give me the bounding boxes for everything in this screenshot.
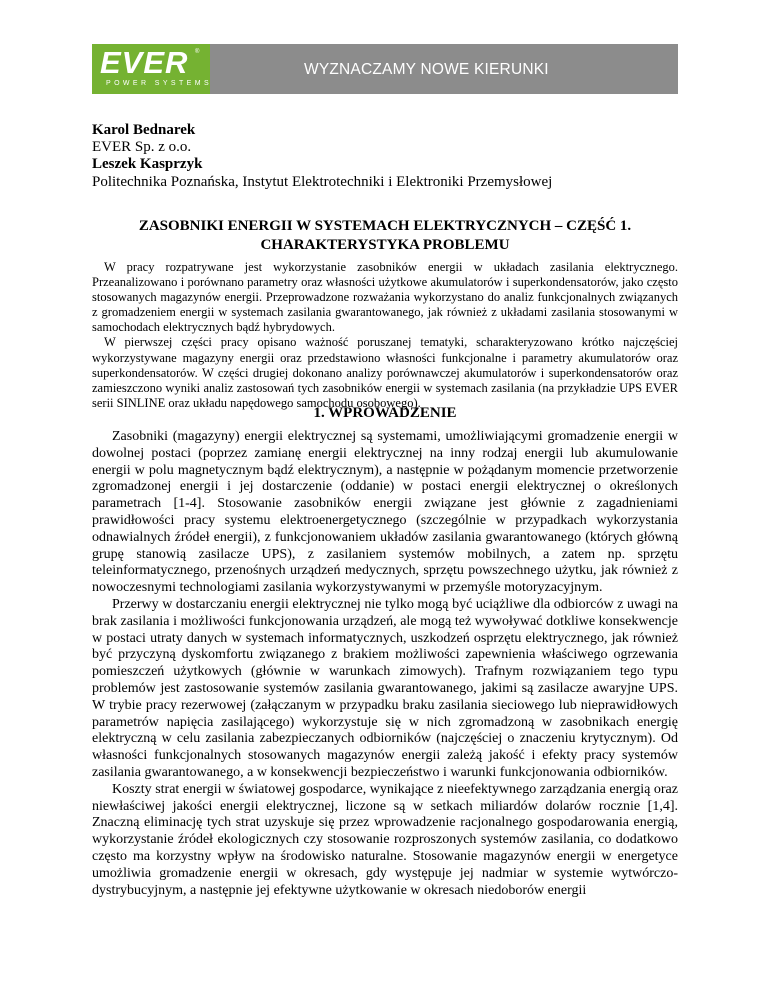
author-block bbox=[92, 122, 692, 191]
slogan: WYZNACZAMY NOWE KIERUNKI bbox=[304, 61, 549, 78]
logo-text: EVER bbox=[100, 45, 189, 80]
abstract bbox=[92, 260, 678, 411]
author-affiliation: EVER Sp. z o.o. bbox=[92, 139, 192, 156]
author-name: Karol Bednarek bbox=[92, 122, 196, 138]
paper-title bbox=[92, 217, 678, 255]
author-name: Leszek Kasprzyk bbox=[92, 156, 203, 173]
abstract-paragraph: W pierwszej części pracy opisano ważność poruszanej tematyki, scharakteryzowano krótko najczęściej wykorzystywane magazyny energii oraz przedstawiono własności funkcjonalne i parametry akumulatorów oraz superkondensatorów. W części drugiej dokonano analizy porównawczej akumulatorów i superkondensatorów oraz zamieszczono wyniki analiz zastosowań tych zasobników energii w systemach zasilania (na przykładzie UPS EVER serii SINLINE oraz układu napędowego samochodu osobowego). bbox=[92, 335, 678, 410]
registered-mark: ® bbox=[195, 49, 200, 55]
author-affiliation: Politechnika Poznańska, Instytut Elektrotechniki i Elektroniki Przemysłowej bbox=[92, 173, 553, 190]
body-paragraph: Zasobniki (magazyny) energii elektrycznej są systemami, umożliwiającymi gromadzenie energii w dowolnej postaci (poprzez zamianę energii elektrycznej na inny rodzaj energii lub akumulowanie energii w polu magnetycznym bądź elektrycznym), a następnie w pożądanym momencie przetworzenie zgromadzonej energii i jej dostarczenie (oddanie) w postaci energii elektrycznej o określonych parametrach [1-4]. Stosowanie zasobników energii związane jest głównie z zagadnieniami prawidłowości pracy systemu elektroenergetycznego (szczególnie w przypadkach wykorzystania odnawialnych źródeł energii), z funkcjonowaniem układów zasilania gwarantowanego (których główną grupę stanowią zasilacze UPS), z zasilaniem systemów mobilnych, a zatem np. sprzętu teleinformatycznego, przenośnych urządzeń medycznych, sprzętu powszechnego użytku, jak również z nowoczesnymi technologiami zasilania wykorzystywanymi w przemyśle motoryzacyjnym. bbox=[92, 429, 678, 596]
body-paragraph: Przerwy w dostarczaniu energii elektrycznej nie tylko mogą być uciążliwe dla odbiorców z uwagi na brak zasilania i możliwości funkcjonowania urządzeń, ale mogą też wywoływać dotkliwe konsekwencje w postaci utraty danych w systemach informatycznych, uszkodzeń osprzętu elektrycznego, jak również być przyczyną dyskomfortu związanego z brakiem możliwości zapewnienia właściwego ogrzewania pomieszczeń użytkowych (głównie w warunkach zimowych). Trafnym rozwiązaniem tego typu problemów jest zastosowanie systemów zasilania gwarantowanego, jakimi są zasilacze awaryjne UPS. W trybie pracy rezerwowej (załączanym w przypadku braku zasilania sieciowego lub nieprawidłowych parametrów napięcia zasilającego) wykorzystuje się w nich zgromadzoną w zasobnikach energię elektryczną w celu zasilania zabezpieczanych odbiorników (najczęściej o znaczeniu krytycznym). Od własności funkcjonalnych stosowanych magazynów energii zależą jakość i efekty pracy systemów zasilania gwarantowanego, a w konsekwencji bezpieczeństwo i warunki funkcjonowania odbiorników. bbox=[92, 596, 678, 780]
section-body bbox=[92, 429, 678, 899]
section-heading: 1. WPROWADZENIE bbox=[313, 405, 457, 421]
ever-logo bbox=[92, 44, 213, 94]
title-line: ZASOBNIKI ENERGII W SYSTEMACH ELEKTRYCZNYCH – CZĘŚĆ 1. bbox=[138, 218, 632, 234]
abstract-paragraph: W pracy rozpatrywane jest wykorzystanie zasobników energii w układach zasilania elektrycznego. Przeanalizowano i porównano parametry oraz własności użytkowe akumulatorów i superkondensatorów, jako często stosowanych magazynów energii. Przeprowadzone rozważania wykorzystano do analiz funkcjonalnych związanych z gromadzeniem energii w systemach zasilania gwarantowanego, jak również z układami zasilania stosowanymi w samochodach elektrycznych bądź hybrydowych. bbox=[92, 260, 678, 335]
body-paragraph: Koszty strat energii w światowej gospodarce, wynikające z nieefektywnego zarządzania energią oraz niewłaściwej jakości energii elektrycznej, liczone są w setkach miliardów dolarów rocznie [1,4]. Znaczną eliminację tych strat uzyskuje się przez wprowadzenie racjonalnego gospodarowania energią, wykorzystanie źródeł ekologicznych czy stosowanie rozproszonych systemów zasilania, co dodatkowo często ma korzystny wpływ na środowisko naturalne. Stosowanie magazynów energii w energetyce umożliwia gromadzenie energii w okresach, gdy występuje jej nadmiar w systemie wytwórczo-dystrybucyjnym, a następnie jej efektywne użytkowanie w okresach niedoborów energii bbox=[92, 781, 678, 898]
logo-subtitle: POWER SYSTEMS bbox=[106, 80, 213, 87]
header-banner bbox=[92, 44, 678, 94]
title-line: CHARAKTERYSTYKA PROBLEMU bbox=[260, 237, 510, 253]
